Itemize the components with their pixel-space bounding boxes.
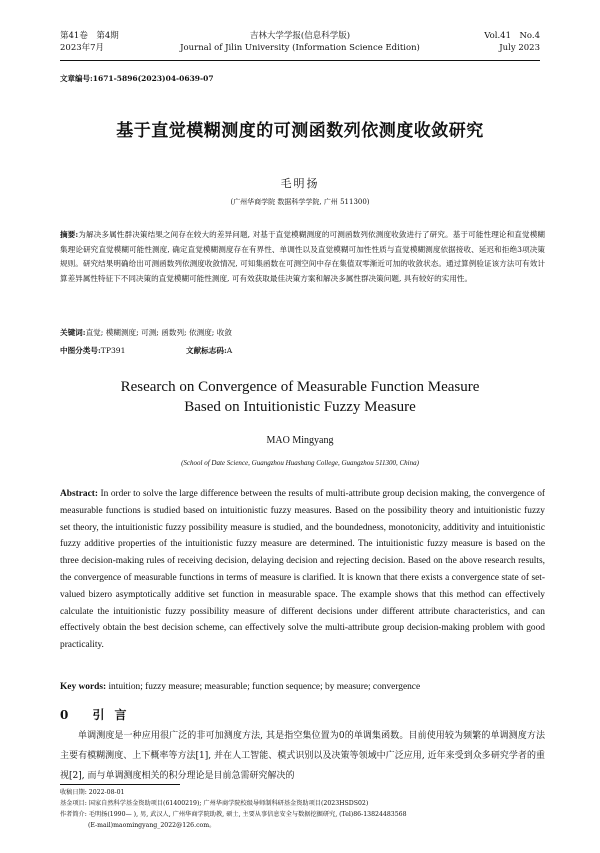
en-keywords-text: intuition; fuzzy measure; measurable; function sequence; by measure; convergence — [108, 682, 421, 692]
cn-keywords — [60, 327, 232, 338]
cn-abstract-text: 为解决多属性群决策结果之间存在较大的差异问题, 对基于直觉模糊测度的可测函数列依测度收敛进行了研究。基于可能性理论和直觉模糊集理论研究直觉模糊可能性测度, 确定直觉模糊测度存在有界性、单调性以及直觉模糊可加性性质与直觉模糊测度依据接收、延迟和拒绝3项决策规则。研究结果明确给出可测函数列依测度收敛情况, 可知集函数在可测空间中存在集值双零渐近可加的收敛状态。通过算例验证该方法可有效计算差异属性特征下不同决策的直觉模糊可能性测度, 可有效获取最佳决策方案和解决多属性群决策问题, 具有较好的实用性。 — [60, 230, 545, 283]
section-title: 引言 — [92, 708, 137, 722]
cn-doc-code — [186, 345, 232, 356]
en-abstract-text: In order to solve the large difference between the results of multi-attribute group decision making, the convergence of measurable functions is studied based on intuitionistic fuzzy measures. Based on the possibility theory and intuitionistic fuzzy set theory, the intuitionistic fuzzy possibility measure is studied, and the boundedness, monotonicity, additivity and intuitionistic fuzzy additive properties of the intuitionistic fuzzy measure are determined. The intuitionistic fuzzy measure is based on the three decision-making rules of receiving decision, delaying decision and rejecting decision. Based on the above research results, the convergence of measurable functions in terms of measure is clarified. It is known that there exists a convergence state of set-valued bizero asymptotically additive set function in measurable space. The example shows that this method can effectively calculate the intuitionistic fuzzy possibility measure of different decisions under different attribute characteristics, and can effectively obtain the best decision scheme, can effectively solve the multi-attribute group decision-making problem with good practicality. — [60, 489, 546, 651]
footnotes — [60, 787, 545, 831]
en-keywords — [60, 682, 545, 692]
en-keywords-label: Key words: — [60, 682, 107, 692]
cn-doc-value: A — [226, 346, 233, 355]
header-journal-cn: 吉林大学学报(信息科学版) — [249, 31, 351, 41]
header-volume-issue: 第41卷 第4期 — [60, 31, 119, 41]
en-title — [60, 377, 540, 417]
article-number: 文章编号:1671-5896(2023)04-0639-07 — [60, 74, 214, 83]
cn-abstract — [60, 228, 545, 286]
running-header — [60, 30, 540, 61]
cn-title: 基于直觉模糊测度的可测函数列依测度收敛研究 — [116, 121, 484, 141]
intro-text: 单调测度是一种应用很广泛的非可加测度方法, 其是指空集位置为0的单调集函数。目前使用较为频繁的单调测度方法主要有模糊测度、上下概率等方法[1], 并在人工智能、模式识别以及决策等领域中广泛应用, 近年来受到众多研究学者的重视[2], 而与单调测度相关的积分理论是目前急需研究解决的 — [60, 731, 545, 781]
section-heading — [60, 706, 137, 723]
header-vol-en — [484, 30, 540, 54]
section-number: 0 — [60, 708, 79, 722]
cn-keywords-label: 关键词: — [60, 328, 86, 337]
en-abstract-label: Abstract: — [60, 489, 99, 499]
cn-author: 毛明扬 — [280, 177, 320, 190]
header-date-cn: 2023年7月 — [60, 43, 105, 53]
header-vol-no: Vol.41 No.4 — [484, 31, 540, 41]
en-title-line1: Research on Convergence of Measurable Function Measure — [120, 379, 480, 395]
en-title-line2: Based on Intuitionistic Fuzzy Measure — [184, 399, 416, 415]
cn-classification — [60, 345, 233, 356]
cn-class-label: 中图分类号: — [60, 346, 101, 355]
footnote-bio: 作者简介: 毛明扬(1990— ), 男, 武汉人, 广州华商学院助教, 硕士, 主要从事信息安全与数据挖掘研究, (Tel)86-13824483568 — [60, 811, 407, 818]
header-journal-en: Journal of Jilin University (Information Science Edition) — [180, 43, 420, 53]
header-journal — [60, 30, 540, 54]
footnote-fund: 基金项目: 国家自然科学基金资助项目(61400219); 广州华商学院校级导师制科研基金资助项目(2023HSDS02) — [60, 800, 369, 807]
cn-doc-label: 文献标志码: — [186, 346, 227, 355]
cn-class-no: TP391 — [100, 346, 126, 355]
en-affiliation: (School of Date Science, Guangzhou Huashang College, Guangzhou 511300, China) — [181, 459, 419, 467]
footnote-received: 收稿日期: 2022-08-01 — [60, 789, 125, 796]
header-date-en: July 2023 — [499, 43, 540, 53]
cn-affiliation: (广州华商学院 数据科学学院, 广州 511300) — [230, 198, 370, 206]
cn-abstract-label: 摘要: — [60, 230, 79, 239]
footnote-email: (E-mail)maomingyang_2022@126.com。 — [88, 822, 216, 829]
intro-paragraph — [60, 726, 545, 786]
en-author: MAO Mingyang — [266, 435, 334, 446]
cn-keywords-text: 直觉; 模糊测度; 可测; 函数列; 依测度; 收敛 — [85, 328, 232, 337]
footnote-divider — [60, 784, 180, 785]
en-abstract — [60, 486, 545, 654]
